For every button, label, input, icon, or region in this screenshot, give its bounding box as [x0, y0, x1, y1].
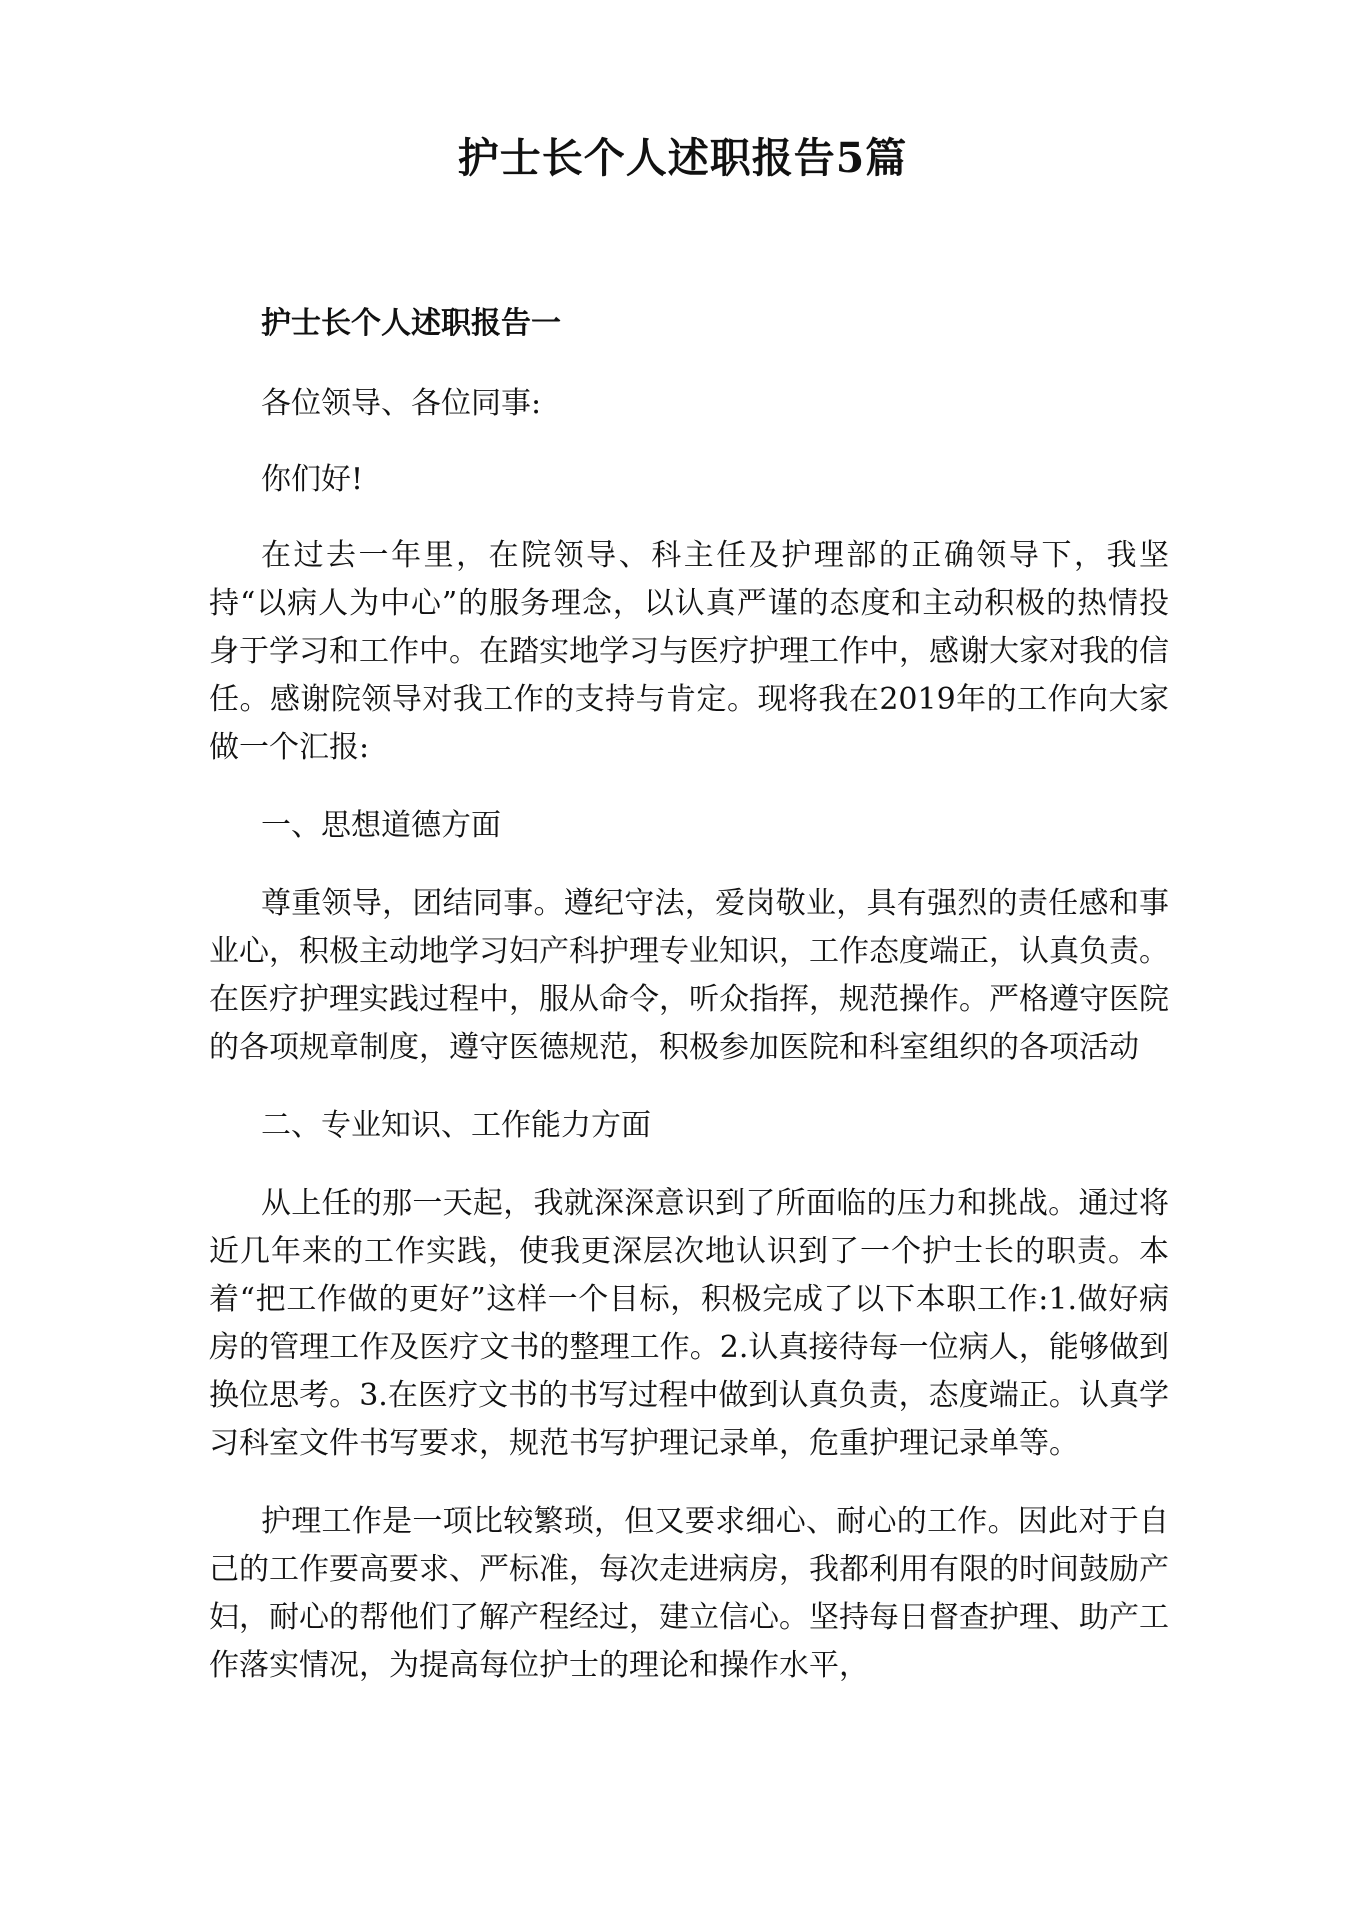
- section-heading-professional: 二、专业知识、工作能力方面: [261, 1108, 651, 1143]
- document-title: 护士长个人述职报告5篇: [457, 134, 908, 182]
- section-heading: 护士长个人述职报告一: [261, 306, 561, 341]
- section-heading-ideology: 一、思想道德方面: [261, 808, 501, 843]
- paragraph-ideology: 尊重领导，团结同事。遵纪守法，爱岗敬业，具有强烈的责任感和事业心，积极主动地学习妇产科护理专业知识，工作态度端正，认真负责。在医疗护理实践过程中，服从命令，听众指挥，规范操作。严格遵守医院的各项规章制度，遵守医德规范，积极参加医院和科室组织的各项活动: [209, 886, 1169, 1065]
- paragraph-intro: 在过去一年里，在院领导、科主任及护理部的正确领导下，我坚持“以病人为中心”的服务理念，以认真严谨的态度和主动积极的热情投身于学习和工作中。在踏实地学习与医疗护理工作中，感谢大家对我的信任。感谢院领导对我工作的支持与肯定。现将我在2019年的工作向大家做一个汇报:: [209, 538, 1169, 765]
- salutation: 各位领导、各位同事:: [261, 386, 542, 421]
- paragraph-professional: 从上任的那一天起，我就深深意识到了所面临的压力和挑战。通过将近几年来的工作实践，使我更深层次地认识到了一个护士长的职责。本着“把工作做的更好”这样一个目标，积极完成了以下本职工作:1.做好病房的管理工作及医疗文书的整理工作。2.认真接待每一位病人，能够做到换位思考。3.在医疗文书的书写过程中做到认真负责，态度端正。认真学习科室文件书写要求，规范书写护理记录单，危重护理记录单等。: [209, 1186, 1169, 1461]
- document-body: [209, 300, 1169, 1720]
- greeting: 你们好!: [261, 462, 364, 497]
- paragraph-nursing-work: 护理工作是一项比较繁琐，但又要求细心、耐心的工作。因此对于自己的工作要高要求、严标准，每次走进病房，我都利用有限的时间鼓励产妇，耐心的帮他们了解产程经过，建立信心。坚持每日督查护理、助产工作落实情况，为提高每位护士的理论和操作水平，: [209, 1504, 1169, 1683]
